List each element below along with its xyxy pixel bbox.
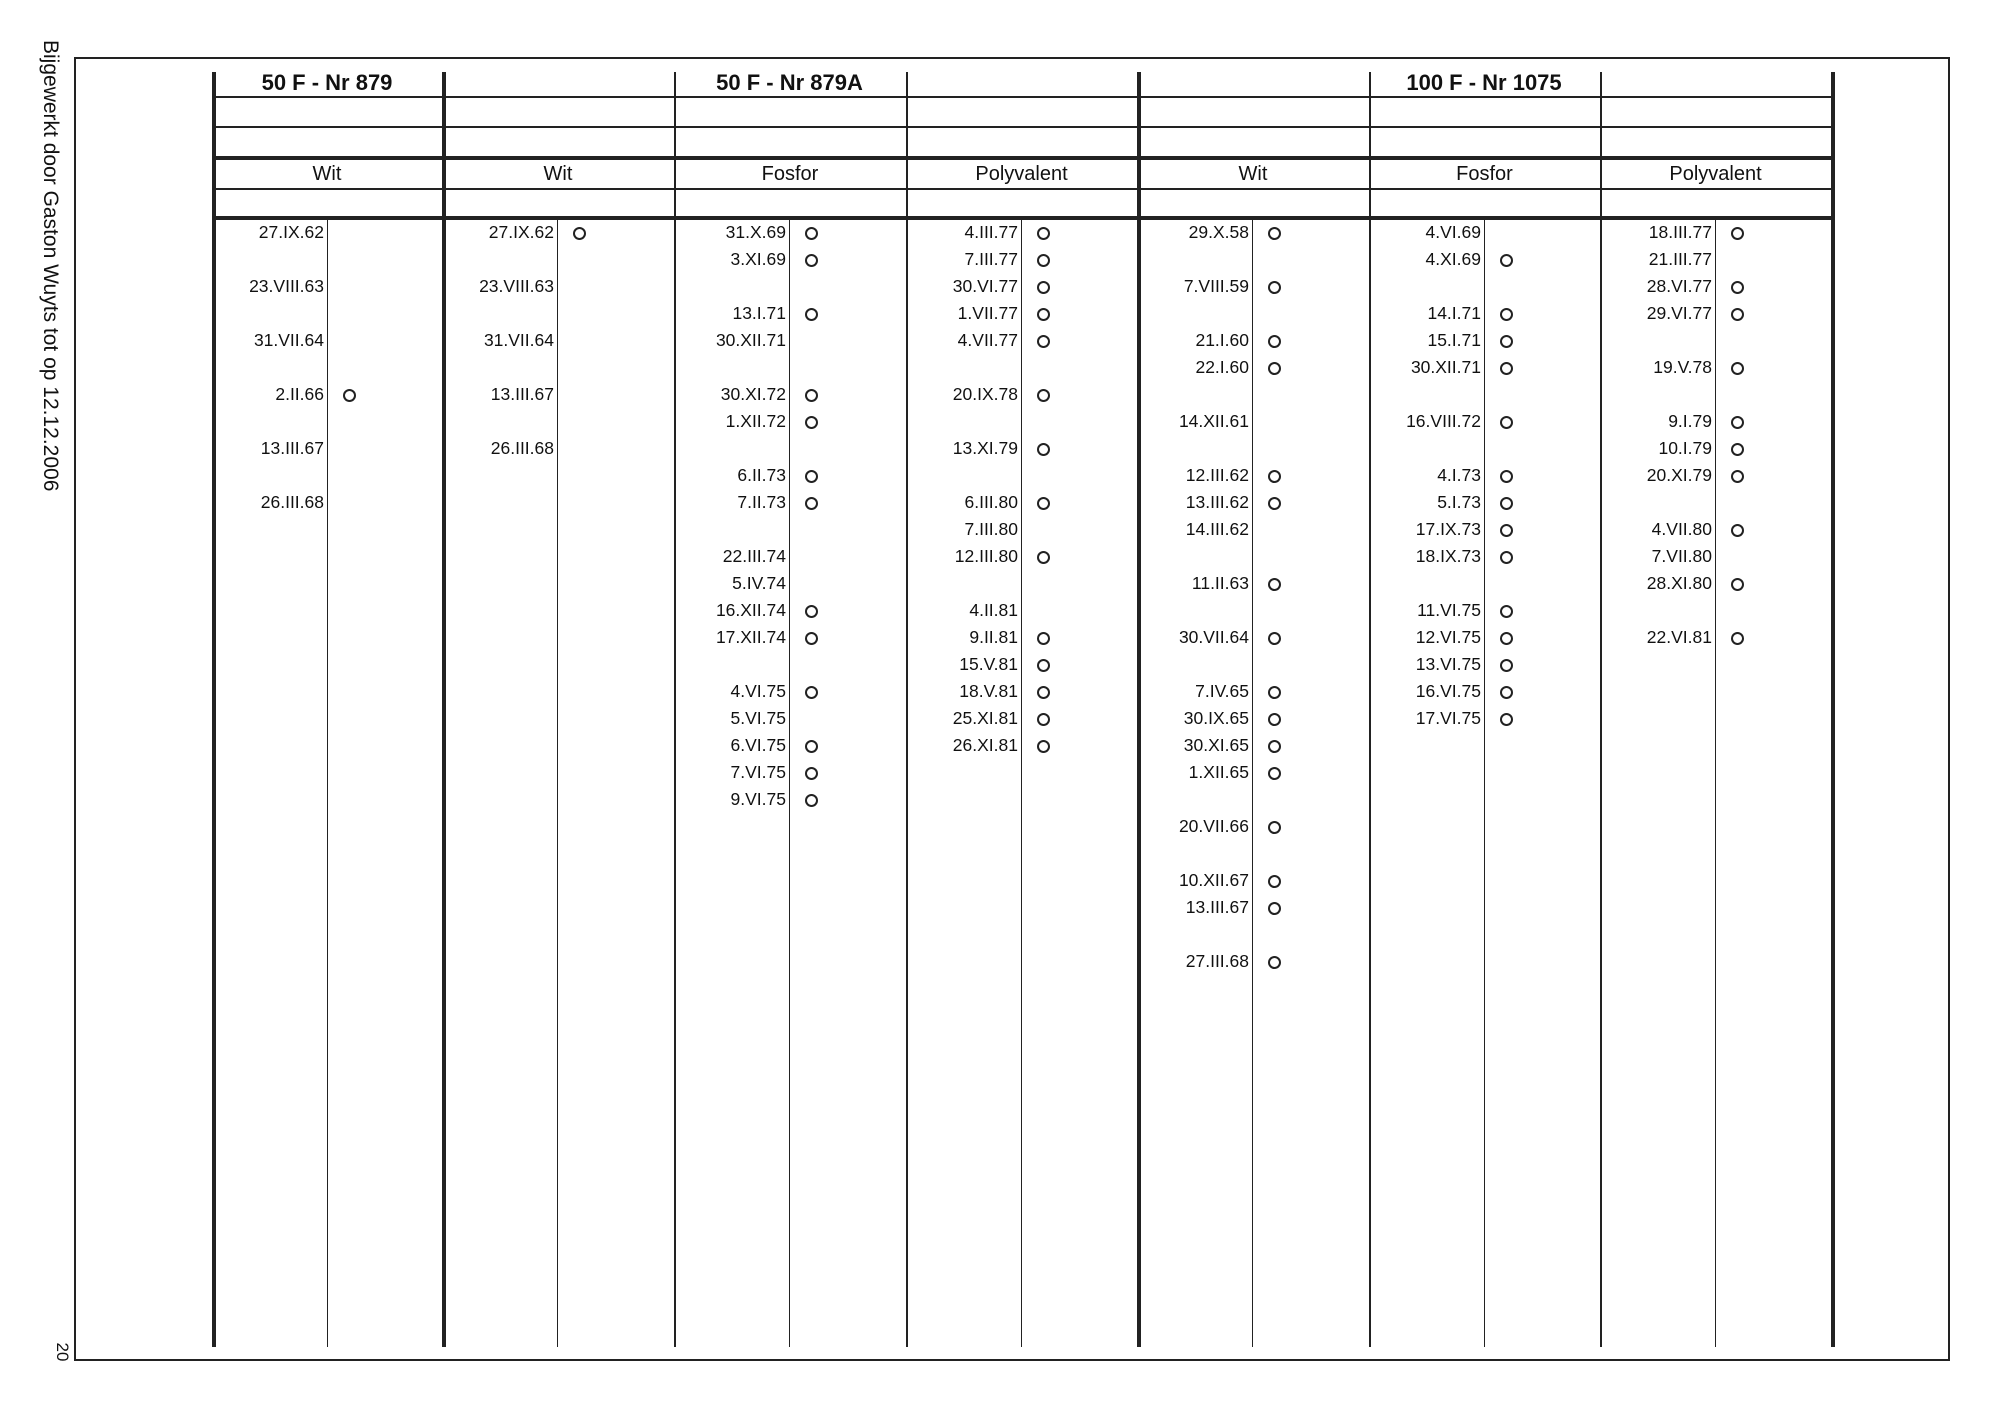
header-rule xyxy=(212,126,1831,128)
entry-date: 28.XI.80 xyxy=(1646,573,1712,593)
table-row xyxy=(674,219,849,246)
circle-mark-icon xyxy=(1731,227,1744,240)
table-row xyxy=(1137,273,1312,300)
entry-date: 7.IV.65 xyxy=(1195,681,1249,701)
circle-mark-icon xyxy=(1500,551,1513,564)
circle-mark-icon xyxy=(805,767,818,780)
table-row xyxy=(674,381,849,408)
entry-date: 4.VI.69 xyxy=(1425,222,1481,242)
table-row xyxy=(1600,300,1775,327)
circle-mark-icon xyxy=(1731,308,1744,321)
column-header-wit-1075: Wit xyxy=(1238,163,1268,185)
circle-mark-icon xyxy=(1268,335,1281,348)
circle-mark-icon xyxy=(1731,470,1744,483)
entry-date: 10.XII.67 xyxy=(1178,870,1249,890)
circle-mark-icon xyxy=(1037,227,1050,240)
circle-mark-icon xyxy=(1268,362,1281,375)
entry-date: 17.VI.75 xyxy=(1415,708,1481,728)
circle-mark-icon xyxy=(805,254,818,267)
table-row xyxy=(1137,516,1312,543)
entry-date: 22.VI.81 xyxy=(1646,627,1712,647)
table-row xyxy=(1137,705,1312,732)
circle-mark-icon xyxy=(1037,686,1050,699)
circle-mark-icon xyxy=(1268,821,1281,834)
circle-mark-icon xyxy=(1268,875,1281,888)
circle-mark-icon xyxy=(1268,686,1281,699)
circle-mark-icon xyxy=(1268,767,1281,780)
entry-date: 13.XI.79 xyxy=(952,438,1018,458)
table-row xyxy=(1369,408,1544,435)
table-row xyxy=(1137,408,1312,435)
circle-mark-icon xyxy=(1037,551,1050,564)
entry-date: 12.III.80 xyxy=(954,546,1018,566)
entry-date: 20.XI.79 xyxy=(1646,465,1712,485)
entry-date: 27.IX.62 xyxy=(488,222,554,242)
circle-mark-icon xyxy=(1731,362,1744,375)
table-row xyxy=(1137,867,1312,894)
table-row xyxy=(1600,624,1775,651)
table-row xyxy=(1137,489,1312,516)
table-row xyxy=(212,489,387,516)
entry-date: 29.X.58 xyxy=(1188,222,1249,242)
entry-date: 4.VII.77 xyxy=(957,330,1018,350)
table-row xyxy=(212,219,387,246)
entry-date: 30.VII.64 xyxy=(1178,627,1249,647)
entry-date: 6.III.80 xyxy=(964,492,1018,512)
circle-mark-icon xyxy=(1037,254,1050,267)
entry-date: 5.VI.75 xyxy=(730,708,786,728)
circle-mark-icon xyxy=(1037,632,1050,645)
entry-date: 4.VI.75 xyxy=(730,681,786,701)
table-row xyxy=(906,219,1081,246)
entry-date: 25.XI.81 xyxy=(952,708,1018,728)
table-row xyxy=(674,624,849,651)
circle-mark-icon xyxy=(805,686,818,699)
column-header-polyvalent-1075: Polyvalent xyxy=(1669,163,1762,185)
table-row xyxy=(1137,678,1312,705)
circle-mark-icon xyxy=(1731,416,1744,429)
entry-date: 21.I.60 xyxy=(1195,330,1249,350)
table-row xyxy=(906,300,1081,327)
table-row xyxy=(1369,219,1544,246)
circle-mark-icon xyxy=(805,416,818,429)
circle-mark-icon xyxy=(1500,713,1513,726)
circle-mark-icon xyxy=(1731,281,1744,294)
subcolumn-divider xyxy=(1484,220,1485,1347)
table-row xyxy=(1369,300,1544,327)
table-row xyxy=(1369,516,1544,543)
circle-mark-icon xyxy=(805,227,818,240)
table-row xyxy=(906,543,1081,570)
circle-mark-icon xyxy=(805,308,818,321)
circle-mark-icon xyxy=(1268,497,1281,510)
circle-mark-icon xyxy=(805,632,818,645)
entry-date: 13.III.67 xyxy=(260,438,324,458)
circle-mark-icon xyxy=(1037,713,1050,726)
column-header-wit-879a: Wit xyxy=(543,163,573,185)
side-note: Bijgewerkt door Gaston Wuyts tot op 12.12.2006 xyxy=(39,40,62,492)
entry-date: 4.III.77 xyxy=(964,222,1018,242)
subcolumn-divider xyxy=(1715,220,1716,1347)
table-row xyxy=(1137,327,1312,354)
circle-mark-icon xyxy=(1037,443,1050,456)
entry-date: 31.VII.64 xyxy=(253,330,324,350)
entry-date: 7.III.77 xyxy=(964,249,1018,269)
entry-date: 29.VI.77 xyxy=(1646,303,1712,323)
entry-date: 3.XI.69 xyxy=(730,249,786,269)
table-row xyxy=(674,462,849,489)
circle-mark-icon xyxy=(1731,524,1744,537)
entry-date: 4.I.73 xyxy=(1437,465,1481,485)
circle-mark-icon xyxy=(1037,281,1050,294)
circle-mark-icon xyxy=(1500,470,1513,483)
circle-mark-icon xyxy=(805,470,818,483)
entry-date: 13.I.71 xyxy=(732,303,786,323)
entry-date: 4.VII.80 xyxy=(1651,519,1712,539)
circle-mark-icon xyxy=(1037,740,1050,753)
header-rule xyxy=(212,188,1831,190)
entry-date: 4.II.81 xyxy=(969,600,1018,620)
table-row xyxy=(674,570,849,597)
group-header-879: 50 F - Nr 879 xyxy=(261,70,393,95)
table-row xyxy=(1600,570,1775,597)
circle-mark-icon xyxy=(1500,497,1513,510)
entry-date: 11.II.63 xyxy=(1191,573,1249,593)
entry-date: 13.III.67 xyxy=(1185,897,1249,917)
table-row xyxy=(212,273,387,300)
circle-mark-icon xyxy=(343,389,356,402)
table-row xyxy=(212,327,387,354)
column-header-fosfor-1075: Fosfor xyxy=(1456,163,1513,185)
table-row xyxy=(674,732,849,759)
entry-date: 30.VI.77 xyxy=(952,276,1018,296)
table-row xyxy=(906,678,1081,705)
circle-mark-icon xyxy=(1500,362,1513,375)
table-row xyxy=(906,651,1081,678)
table-row xyxy=(1369,651,1544,678)
table-row xyxy=(1600,354,1775,381)
table-row xyxy=(1137,948,1312,975)
table-row xyxy=(674,246,849,273)
entry-date: 26.XI.81 xyxy=(952,735,1018,755)
circle-mark-icon xyxy=(1500,605,1513,618)
entry-date: 30.XII.71 xyxy=(1410,357,1481,377)
entry-date: 14.XII.61 xyxy=(1178,411,1249,431)
entry-date: 5.IV.74 xyxy=(732,573,786,593)
table-row xyxy=(442,327,617,354)
table-row xyxy=(1137,354,1312,381)
column-header-fosfor-879a: Fosfor xyxy=(761,163,819,185)
circle-mark-icon xyxy=(1731,443,1744,456)
table-row xyxy=(1137,732,1312,759)
table-row xyxy=(906,327,1081,354)
table-row xyxy=(1600,516,1775,543)
table-row xyxy=(1600,219,1775,246)
entry-date: 30.IX.65 xyxy=(1183,708,1249,728)
table-row xyxy=(1369,327,1544,354)
entry-date: 6.VI.75 xyxy=(730,735,786,755)
entry-date: 22.III.74 xyxy=(722,546,786,566)
circle-mark-icon xyxy=(1268,740,1281,753)
entry-date: 27.IX.62 xyxy=(258,222,324,242)
entry-date: 7.VII.80 xyxy=(1651,546,1712,566)
circle-mark-icon xyxy=(805,389,818,402)
circle-mark-icon xyxy=(1268,227,1281,240)
circle-mark-icon xyxy=(1268,713,1281,726)
circle-mark-icon xyxy=(1268,902,1281,915)
table-row xyxy=(906,705,1081,732)
column-divider xyxy=(442,72,446,1347)
table-row xyxy=(442,435,617,462)
page-number: 20 xyxy=(53,1342,72,1362)
entry-date: 5.I.73 xyxy=(1437,492,1481,512)
column-header-wit-879: Wit xyxy=(312,163,342,185)
table-row xyxy=(674,786,849,813)
table-row xyxy=(1137,462,1312,489)
entry-date: 27.III.68 xyxy=(1185,951,1249,971)
entry-date: 14.III.62 xyxy=(1185,519,1249,539)
table-row xyxy=(442,219,617,246)
table-row xyxy=(1369,597,1544,624)
entry-date: 2.II.66 xyxy=(275,384,324,404)
group-header-1075: 100 F - Nr 1075 xyxy=(1406,70,1562,95)
entry-date: 1.VII.77 xyxy=(957,303,1018,323)
entry-date: 23.VIII.63 xyxy=(479,276,554,296)
table-row xyxy=(906,435,1081,462)
table-row xyxy=(1600,246,1775,273)
circle-mark-icon xyxy=(1500,416,1513,429)
table-row xyxy=(1369,462,1544,489)
table-row xyxy=(1600,462,1775,489)
circle-mark-icon xyxy=(1500,308,1513,321)
entry-date: 18.V.81 xyxy=(959,681,1018,701)
table-row xyxy=(1369,246,1544,273)
table-row xyxy=(674,678,849,705)
entry-date: 23.VIII.63 xyxy=(249,276,324,296)
table-row xyxy=(906,273,1081,300)
table-row xyxy=(442,273,617,300)
entry-date: 7.VIII.59 xyxy=(1183,276,1249,296)
entry-date: 20.VII.66 xyxy=(1178,816,1249,836)
table-row xyxy=(674,300,849,327)
table-row xyxy=(212,381,387,408)
table-row xyxy=(1137,894,1312,921)
circle-mark-icon xyxy=(1500,524,1513,537)
table-row xyxy=(906,489,1081,516)
table-row xyxy=(1137,759,1312,786)
entry-date: 26.III.68 xyxy=(490,438,554,458)
entry-date: 30.XI.65 xyxy=(1183,735,1249,755)
table-row xyxy=(1137,570,1312,597)
table-row xyxy=(906,732,1081,759)
entry-date: 17.XII.74 xyxy=(715,627,786,647)
circle-mark-icon xyxy=(1268,632,1281,645)
entry-date: 31.VII.64 xyxy=(483,330,554,350)
entry-date: 7.II.73 xyxy=(737,492,786,512)
table-row xyxy=(906,597,1081,624)
circle-mark-icon xyxy=(1037,335,1050,348)
table-row xyxy=(1600,273,1775,300)
table-row xyxy=(674,327,849,354)
entry-date: 30.XII.71 xyxy=(715,330,786,350)
table-row xyxy=(1369,624,1544,651)
entry-date: 13.III.62 xyxy=(1185,492,1249,512)
table-row xyxy=(906,516,1081,543)
entry-date: 12.III.62 xyxy=(1185,465,1249,485)
table-row xyxy=(212,435,387,462)
entry-date: 14.I.71 xyxy=(1427,303,1481,323)
table-row xyxy=(1600,408,1775,435)
circle-mark-icon xyxy=(1500,254,1513,267)
table-row xyxy=(906,246,1081,273)
entry-date: 16.VIII.72 xyxy=(1406,411,1481,431)
column-divider xyxy=(1831,72,1835,1347)
table-row xyxy=(674,705,849,732)
entry-date: 22.I.60 xyxy=(1195,357,1249,377)
table-row xyxy=(1369,705,1544,732)
entry-date: 9.I.79 xyxy=(1668,411,1712,431)
entry-date: 1.XII.65 xyxy=(1188,762,1249,782)
entry-date: 11.VI.75 xyxy=(1417,600,1481,620)
table-row xyxy=(1369,543,1544,570)
entry-date: 19.V.78 xyxy=(1653,357,1712,377)
entry-date: 6.II.73 xyxy=(737,465,786,485)
entry-date: 31.X.69 xyxy=(725,222,786,242)
column-header-polyvalent-879a: Polyvalent xyxy=(975,163,1068,185)
entry-date: 1.XII.72 xyxy=(725,411,786,431)
table-row xyxy=(1369,354,1544,381)
table-row xyxy=(1137,624,1312,651)
entry-date: 13.III.67 xyxy=(490,384,554,404)
entry-date: 15.V.81 xyxy=(959,654,1018,674)
circle-mark-icon xyxy=(805,497,818,510)
entry-date: 7.III.80 xyxy=(964,519,1018,539)
entry-date: 20.IX.78 xyxy=(952,384,1018,404)
table-row xyxy=(674,489,849,516)
entry-date: 10.I.79 xyxy=(1658,438,1712,458)
table-row xyxy=(1369,489,1544,516)
table-row xyxy=(442,381,617,408)
circle-mark-icon xyxy=(1268,281,1281,294)
table-row xyxy=(674,543,849,570)
circle-mark-icon xyxy=(1731,632,1744,645)
table-row xyxy=(1600,543,1775,570)
table-row xyxy=(674,597,849,624)
circle-mark-icon xyxy=(1268,578,1281,591)
entry-date: 18.III.77 xyxy=(1648,222,1712,242)
circle-mark-icon xyxy=(1500,686,1513,699)
table-row xyxy=(674,759,849,786)
circle-mark-icon xyxy=(805,605,818,618)
table-row xyxy=(1137,219,1312,246)
circle-mark-icon xyxy=(1037,308,1050,321)
entry-date: 18.IX.73 xyxy=(1415,546,1481,566)
table-row xyxy=(906,381,1081,408)
header-rule xyxy=(212,96,1831,98)
circle-mark-icon xyxy=(573,227,586,240)
entry-date: 15.I.71 xyxy=(1427,330,1481,350)
entry-date: 9.VI.75 xyxy=(730,789,786,809)
table-row xyxy=(906,624,1081,651)
entry-date: 21.III.77 xyxy=(1648,249,1712,269)
circle-mark-icon xyxy=(1268,470,1281,483)
circle-mark-icon xyxy=(1500,659,1513,672)
entry-date: 4.XI.69 xyxy=(1425,249,1481,269)
entry-date: 28.VI.77 xyxy=(1646,276,1712,296)
entry-date: 7.VI.75 xyxy=(730,762,786,782)
entry-date: 17.IX.73 xyxy=(1415,519,1481,539)
entry-date: 9.II.81 xyxy=(969,627,1018,647)
column-divider xyxy=(212,72,216,1347)
entry-date: 16.VI.75 xyxy=(1415,681,1481,701)
entry-date: 12.VI.75 xyxy=(1415,627,1481,647)
circle-mark-icon xyxy=(805,794,818,807)
circle-mark-icon xyxy=(1268,956,1281,969)
table-row xyxy=(1369,678,1544,705)
entry-date: 30.XI.72 xyxy=(720,384,786,404)
circle-mark-icon xyxy=(1037,389,1050,402)
entry-date: 26.III.68 xyxy=(260,492,324,512)
circle-mark-icon xyxy=(1731,578,1744,591)
circle-mark-icon xyxy=(1037,659,1050,672)
circle-mark-icon xyxy=(805,740,818,753)
table-row xyxy=(1600,435,1775,462)
header-rule xyxy=(212,156,1831,160)
circle-mark-icon xyxy=(1500,632,1513,645)
entry-date: 13.VI.75 xyxy=(1415,654,1481,674)
table-row xyxy=(674,408,849,435)
circle-mark-icon xyxy=(1037,497,1050,510)
table-row xyxy=(1137,813,1312,840)
circle-mark-icon xyxy=(1500,335,1513,348)
group-header-879a: 50 F - Nr 879A xyxy=(716,70,863,95)
entry-date: 16.XII.74 xyxy=(715,600,786,620)
